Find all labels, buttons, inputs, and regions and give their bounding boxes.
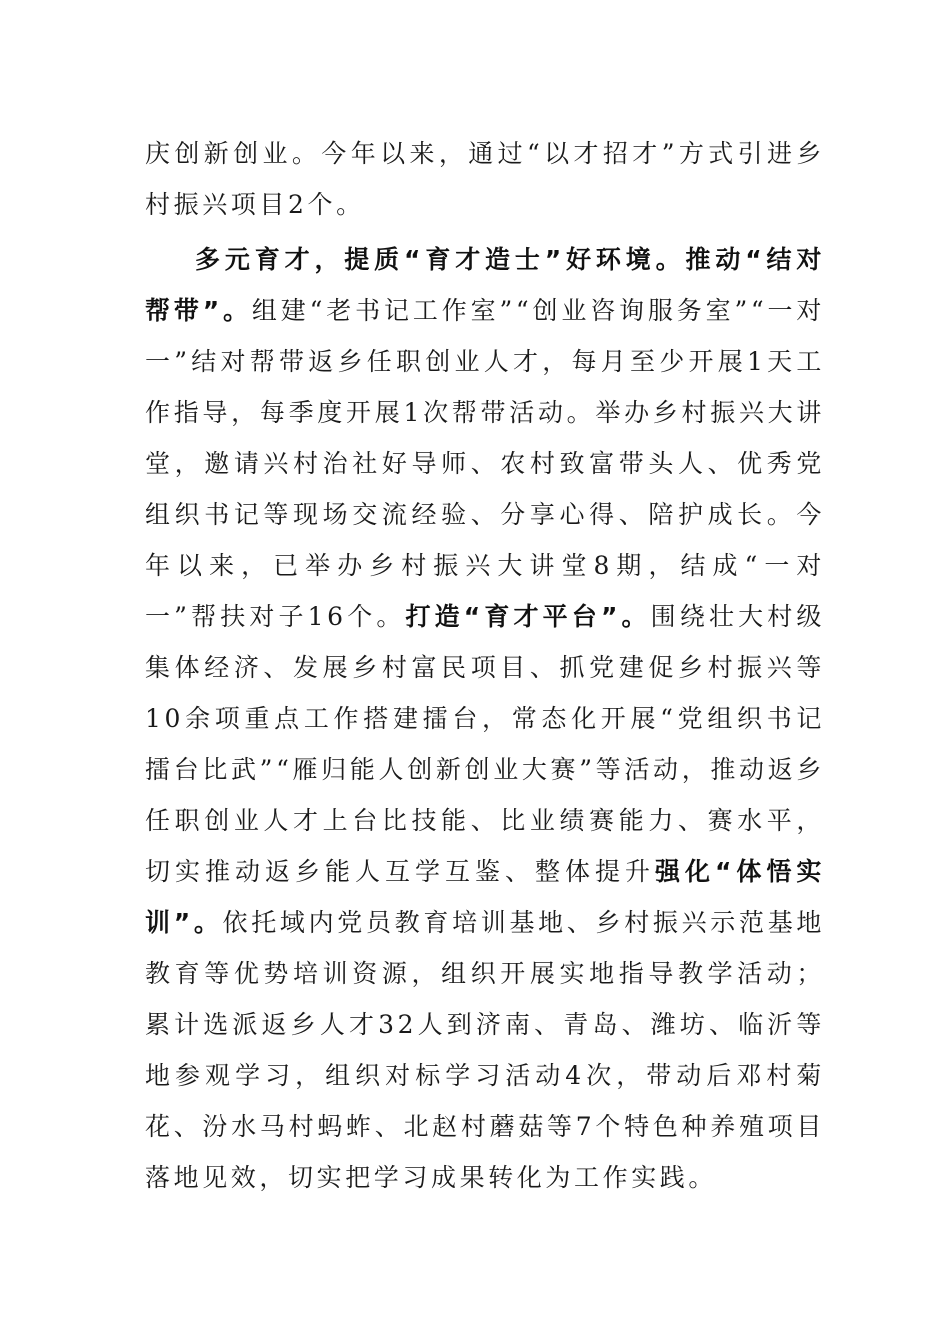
paragraph-2 (145, 234, 825, 1203)
paragraph-2-text-3: 依托域内党员教育培训基地、乡村振兴示范基地教育等优势培训资源，组织开展实地指导教学活动；累计选派返乡人才32人到济南、青岛、潍坊、临沂等地参观学习，组织对标学习活动4次，带动后邓村菊花、汾水马村蚂蚱、北赵村蘑菇等7个特色种养殖项目落地见效，切实把学习成果转化为工作实践。 (145, 908, 825, 1192)
paragraph-1 (145, 128, 825, 230)
heading-duoyuan-yucai: 多元育才，提质“育才造士”好环境。推动“结对帮带”。 (145, 245, 825, 325)
heading-qianghua-tiwu-shixun: 强化“体悟实训”。 (145, 857, 826, 937)
document-body (145, 128, 825, 1203)
paragraph-1-text: 庆创新创业。今年以来，通过“以才招才”方式引进乡村振兴项目2个。 (145, 139, 825, 219)
heading-dazao-yucai-pingtai: 打造“育才平台”。 (405, 602, 651, 631)
paragraph-2-text-1: 组建“老书记工作室”“创业咨询服务室”“一对一”结对帮带返乡任职创业人才，每月至少开展1天工作指导，每季度开展1次帮带活动。举办乡村振兴大讲堂，邀请兴村治社好导师、农村致富带头人、优秀党组织书记等现场交流经验、分享心得、陪护成长。今年以来，已举办乡村振兴大讲堂8期，结成“一对一”帮扶对子16个。 (145, 296, 825, 631)
paragraph-2-text-2: 围绕壮大村级集体经济、发展乡村富民项目、抓党建促乡村振兴等10余项重点工作搭建擂台，常态化开展“党组织书记擂台比武”“雁归能人创新创业大赛”等活动，推动返乡任职创业人才上台比技能、比业绩赛能力、赛水平，切实推动返乡能人互学互鉴、整体提升 (145, 602, 825, 886)
